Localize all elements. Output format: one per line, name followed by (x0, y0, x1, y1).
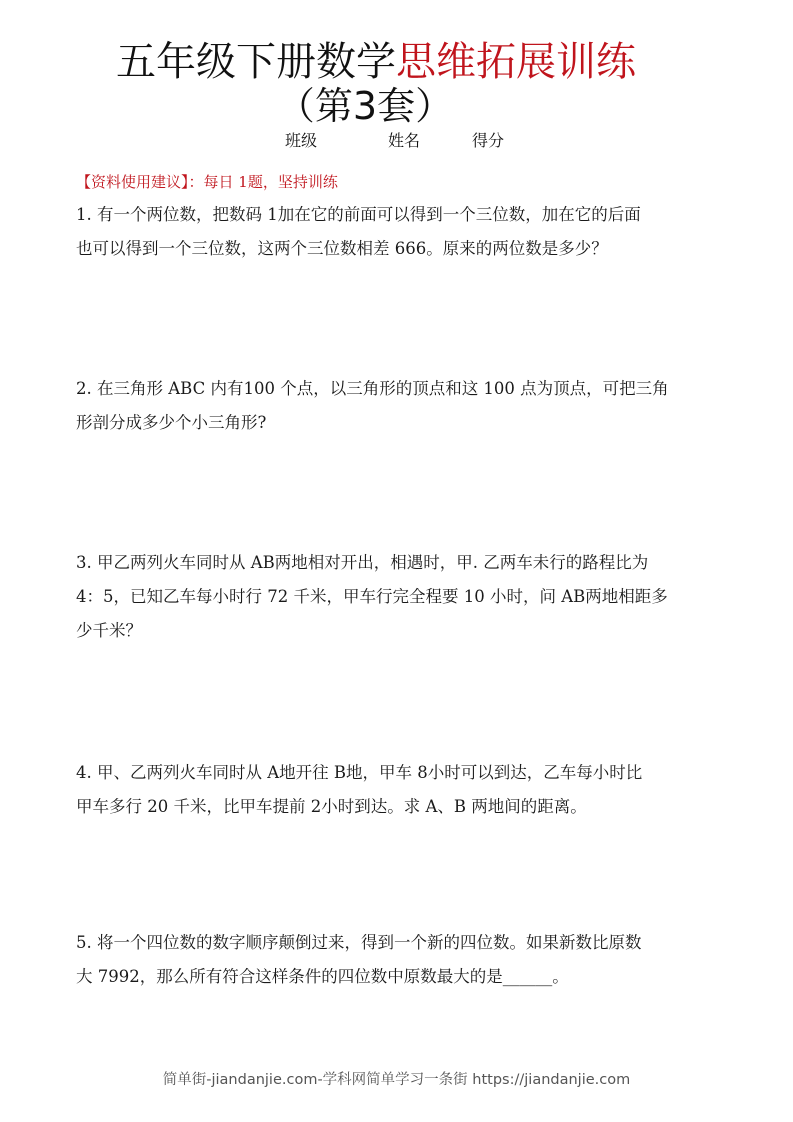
question-line: 少千米？ (76, 621, 142, 640)
question-line: 1. 有一个两位数，把数码 1加在它的前面可以得到一个三位数，加在它的后面 (76, 205, 641, 224)
name-field-label: 姓名 (388, 131, 421, 150)
question-line: 4. 甲、乙两列火车同时从 A地开往 B地，甲车 8小时可以到达，乙车每小时比 (76, 763, 643, 782)
question-line: 大 7992，那么所有符合这样条件的四位数中原数最大的是______。 (76, 967, 569, 986)
question-line: 4：5，已知乙车每小时行 72 千米，甲车行完全程要 10 小时，问 AB两地相距多 (76, 587, 668, 606)
page-title (0, 38, 752, 86)
question-4 (76, 756, 726, 824)
student-info-row (0, 128, 793, 150)
title-accent: 思维拓展训练 (396, 39, 636, 85)
class-field-label: 班级 (285, 131, 318, 150)
score-field-label: 得分 (472, 131, 505, 150)
usage-advice: 【资料使用建议】：每日 1题，坚持训练 (76, 173, 338, 191)
question-line: 5. 将一个四位数的数字顺序颠倒过来，得到一个新的四位数。如果新数比原数 (76, 933, 642, 952)
question-5 (76, 926, 726, 994)
page-subtitle: （第3套） (276, 84, 454, 128)
question-line: 3. 甲乙两列火车同时从 AB两地相对开出，相遇时，甲. 乙两车未行的路程比为 (76, 553, 649, 572)
question-3 (76, 546, 726, 648)
title-main: 五年级下册数学 (116, 39, 396, 85)
question-1 (76, 198, 726, 266)
question-line: 甲车多行 20 千米，比甲车提前 2小时到达。求 A、B 两地间的距离。 (76, 797, 587, 816)
question-line: 2. 在三角形 ABC 内有100 个点，以三角形的顶点和这 100 点为顶点，可把三角 (76, 379, 669, 398)
question-line: 也可以得到一个三位数，这两个三位数相差 666。原来的两位数是多少？ (76, 239, 608, 258)
question-line: 形剖分成多少个小三角形? (76, 413, 267, 432)
page-footer-watermark: 简单街-jiandanjie.com-学科网简单学习一条街 https://jiandanjie.com (162, 1072, 631, 1088)
question-2 (76, 372, 726, 440)
